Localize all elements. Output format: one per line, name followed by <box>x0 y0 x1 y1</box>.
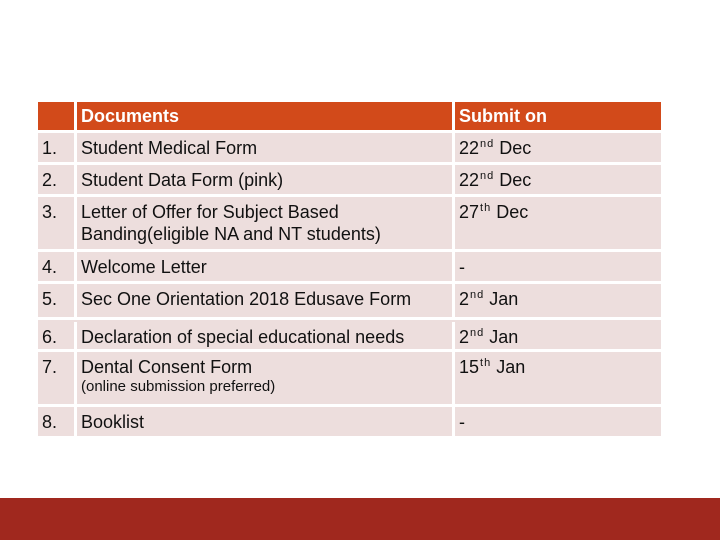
row-document: Student Medical Form <box>74 133 452 162</box>
row-number: 3. <box>42 202 58 222</box>
table-row <box>38 252 661 284</box>
row-date <box>452 197 661 249</box>
row-document: Declaration of special educational needs <box>74 322 452 349</box>
date-day: - <box>459 412 465 432</box>
row-document: Student Data Form (pink) <box>74 165 452 194</box>
date-suffix: nd <box>480 170 495 182</box>
table-row <box>38 407 661 439</box>
row-document: Welcome Letter <box>74 252 452 281</box>
row-date <box>452 407 661 436</box>
date-suffix: th <box>480 357 492 369</box>
documents-table <box>38 102 661 439</box>
date-day: 22 <box>459 170 480 190</box>
footer-bar <box>0 498 720 540</box>
table-row <box>38 352 661 407</box>
date-suffix: nd <box>470 289 485 301</box>
table-row <box>38 133 661 165</box>
row-date <box>452 352 661 404</box>
row-date <box>452 252 661 281</box>
date-suffix: nd <box>470 327 485 339</box>
date-month: Dec <box>499 138 532 158</box>
date-day: - <box>459 257 465 277</box>
date-month: Dec <box>496 202 529 222</box>
row-document: Booklist <box>74 407 452 436</box>
row-number: 6. <box>42 327 58 347</box>
row-number: 4. <box>42 257 58 277</box>
date-suffix: nd <box>480 138 495 150</box>
date-day: 15 <box>459 357 480 377</box>
row-number: 1. <box>42 138 58 158</box>
date-day: 2 <box>459 289 470 309</box>
row-document <box>74 352 452 404</box>
row-date <box>452 133 661 162</box>
row-date <box>452 165 661 194</box>
row-document: Sec One Orientation 2018 Edusave Form <box>74 284 452 317</box>
header-submit-on: Submit on <box>452 102 661 130</box>
header-documents: Documents <box>74 102 452 130</box>
table-header <box>38 102 661 133</box>
date-suffix: th <box>480 202 492 214</box>
row-number: 7. <box>42 357 58 377</box>
date-month: Jan <box>489 327 519 347</box>
row-date <box>452 322 661 349</box>
row-number: 5. <box>42 289 58 309</box>
row-number: 8. <box>42 412 58 432</box>
date-day: 27 <box>459 202 480 222</box>
date-month: Dec <box>499 170 532 190</box>
table-row <box>38 284 661 320</box>
table-row <box>38 320 661 352</box>
date-day: 2 <box>459 327 470 347</box>
date-month: Jan <box>496 357 526 377</box>
row-document: Letter of Offer for Subject Based Banding(eligible NA and NT students) <box>74 197 452 249</box>
row-document-title: Dental Consent Form <box>81 357 253 377</box>
table-row <box>38 197 661 252</box>
date-day: 22 <box>459 138 480 158</box>
header-num <box>38 102 74 130</box>
row-date <box>452 284 661 317</box>
table-row <box>38 165 661 197</box>
row-document-note: (online submission preferred) <box>81 378 276 395</box>
date-month: Jan <box>489 289 519 309</box>
row-number: 2. <box>42 170 58 190</box>
